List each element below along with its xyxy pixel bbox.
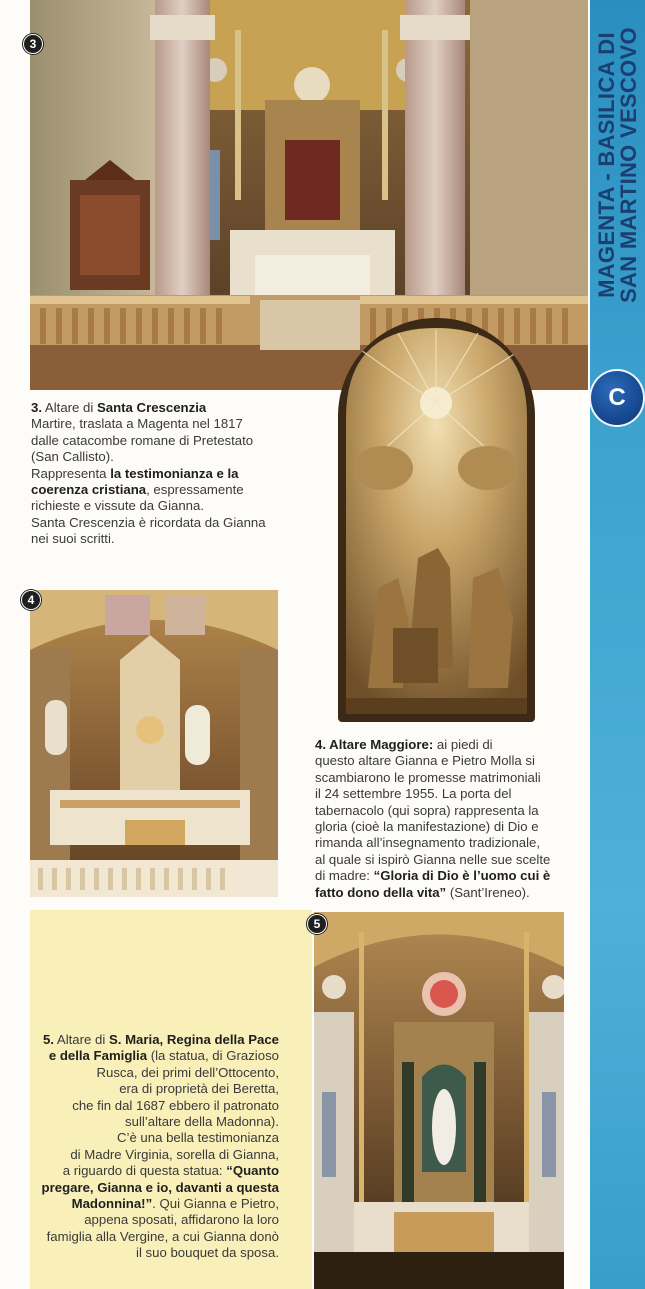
caption-bold-text: pregare, Gianna e io, davanti a questa <box>41 1179 279 1195</box>
caption-text: a riguardo di questa statua: <box>62 1163 227 1179</box>
caption-text: . Qui Gianna e Pietro, <box>152 1196 279 1212</box>
caption-line <box>315 885 585 901</box>
photo-altare-maggiore <box>30 590 278 897</box>
caption-line <box>31 416 331 432</box>
caption-text: , espressamente <box>146 482 244 498</box>
caption-line <box>315 852 585 868</box>
caption-line <box>30 1048 279 1064</box>
caption-line <box>30 1065 279 1081</box>
caption-line <box>31 433 331 449</box>
caption-line <box>315 737 585 753</box>
caption-line <box>315 803 585 819</box>
caption-line <box>315 819 585 835</box>
caption-line <box>30 1114 279 1130</box>
caption-item-5 <box>30 1032 279 1262</box>
caption-line <box>30 1180 279 1196</box>
caption-line <box>30 1212 279 1228</box>
caption-text: sull’altare della Madonna). <box>125 1114 279 1130</box>
section-title <box>590 0 645 330</box>
caption-text: C’è una bella testimonianza <box>116 1130 279 1146</box>
caption-line <box>30 1245 279 1261</box>
photo-altare-santa-crescenzia <box>30 0 588 390</box>
caption-line <box>30 1081 279 1097</box>
caption-text: ai piedi di <box>433 737 493 752</box>
caption-line <box>30 1147 279 1163</box>
section-title-line1: MAGENTA - BASILICA DI <box>593 32 619 298</box>
caption-text: Martire, traslata a Magenta nel 1817 <box>31 416 243 432</box>
caption-text: di madre: <box>315 868 374 884</box>
caption-line <box>30 1032 279 1048</box>
caption-line <box>31 515 331 531</box>
caption-item-3-text <box>31 400 331 548</box>
caption-line <box>315 835 585 851</box>
caption-text: il suo bouquet da sposa. <box>136 1245 279 1261</box>
caption-line <box>315 868 585 884</box>
caption-bold-text: Santa Crescenzia <box>96 400 207 415</box>
item-number-badge-4: 4 <box>21 590 41 610</box>
caption-text: gloria (cioè la manifestazione) di Dio e <box>315 819 539 835</box>
caption-bold-text: e della Famiglia <box>48 1048 148 1064</box>
caption-text: (Sant’Ireneo). <box>446 884 530 900</box>
caption-line <box>31 531 331 547</box>
photo-tabernacle-door <box>338 318 535 722</box>
caption-text: il 24 settembre 1955. La porta del <box>315 786 512 802</box>
caption-line <box>31 400 331 416</box>
caption-item-4 <box>315 737 585 901</box>
caption-text: Santa Crescenzia è ricordata da Gianna <box>31 514 266 530</box>
caption-bold-text: fatto dono della vita” <box>315 884 447 900</box>
caption-text: appena sposati, affidarono la loro <box>84 1212 279 1228</box>
caption-bold-text: la testimonianza e la <box>110 465 239 481</box>
item-number-badge-5: 5 <box>307 914 327 934</box>
caption-text: richieste e vissute da Gianna. <box>31 498 204 514</box>
caption-line <box>315 753 585 769</box>
caption-text: (la statua, di Grazioso <box>147 1048 279 1064</box>
item-number-badge-3: 3 <box>23 34 43 54</box>
caption-bold-text: Madonnina!” <box>71 1196 153 1212</box>
caption-bold-text: 3. <box>31 400 42 415</box>
caption-line <box>30 1098 279 1114</box>
section-title-line2: SAN MARTINO VESCOVO <box>615 27 641 303</box>
caption-bold-text: “Gloria di Dio è l’uomo cui è <box>373 868 551 884</box>
caption-item-4-text <box>315 737 585 901</box>
caption-line <box>31 482 331 498</box>
caption-text: nei suoi scritti. <box>31 531 115 547</box>
caption-bold-text: S. Maria, Regina della Pace <box>108 1032 279 1047</box>
caption-item-3 <box>31 400 331 548</box>
caption-line <box>31 449 331 465</box>
caption-bold-text: “Quanto <box>226 1163 279 1179</box>
caption-line <box>31 498 331 514</box>
section-letter-badge: C <box>589 369 645 427</box>
caption-text: era di proprietà dei Beretta, <box>119 1081 279 1097</box>
caption-line <box>31 466 331 482</box>
caption-text: Altare di <box>42 400 97 415</box>
caption-text: questo altare Gianna e Pietro Molla si <box>315 753 535 769</box>
caption-text: rimanda all’insegnamento tradizionale, <box>315 835 541 851</box>
caption-bold-text: coerenza cristiana <box>31 482 147 498</box>
caption-text: famiglia alla Vergine, a cui Gianna donò <box>46 1228 279 1244</box>
caption-line <box>30 1130 279 1146</box>
caption-text: di Madre Virginia, sorella di Gianna, <box>70 1146 279 1162</box>
caption-text: Rappresenta <box>31 465 111 481</box>
caption-item-5-text <box>30 1032 279 1262</box>
caption-bold-text: 4. Altare Maggiore: <box>315 737 434 752</box>
caption-line <box>30 1196 279 1212</box>
caption-text: al quale si ispirò Gianna nelle sue scelte <box>315 851 551 867</box>
caption-line <box>315 770 585 786</box>
caption-text: tabernacolo (qui sopra) rappresenta la <box>315 802 539 818</box>
caption-text: che fin dal 1687 ebbero il patronato <box>72 1097 279 1113</box>
caption-text: Altare di <box>53 1032 109 1047</box>
caption-line <box>30 1163 279 1179</box>
caption-line <box>315 786 585 802</box>
caption-text: scambiarono le promesse matrimoniali <box>315 769 541 785</box>
caption-text: (San Callisto). <box>31 449 114 465</box>
caption-line <box>30 1229 279 1245</box>
photo-altare-santa-maria <box>314 912 564 1289</box>
caption-text: Rusca, dei primi dell’Ottocento, <box>96 1064 279 1080</box>
caption-bold-text: 5. <box>42 1032 54 1047</box>
caption-text: dalle catacombe romane di Pretestato <box>31 432 254 448</box>
